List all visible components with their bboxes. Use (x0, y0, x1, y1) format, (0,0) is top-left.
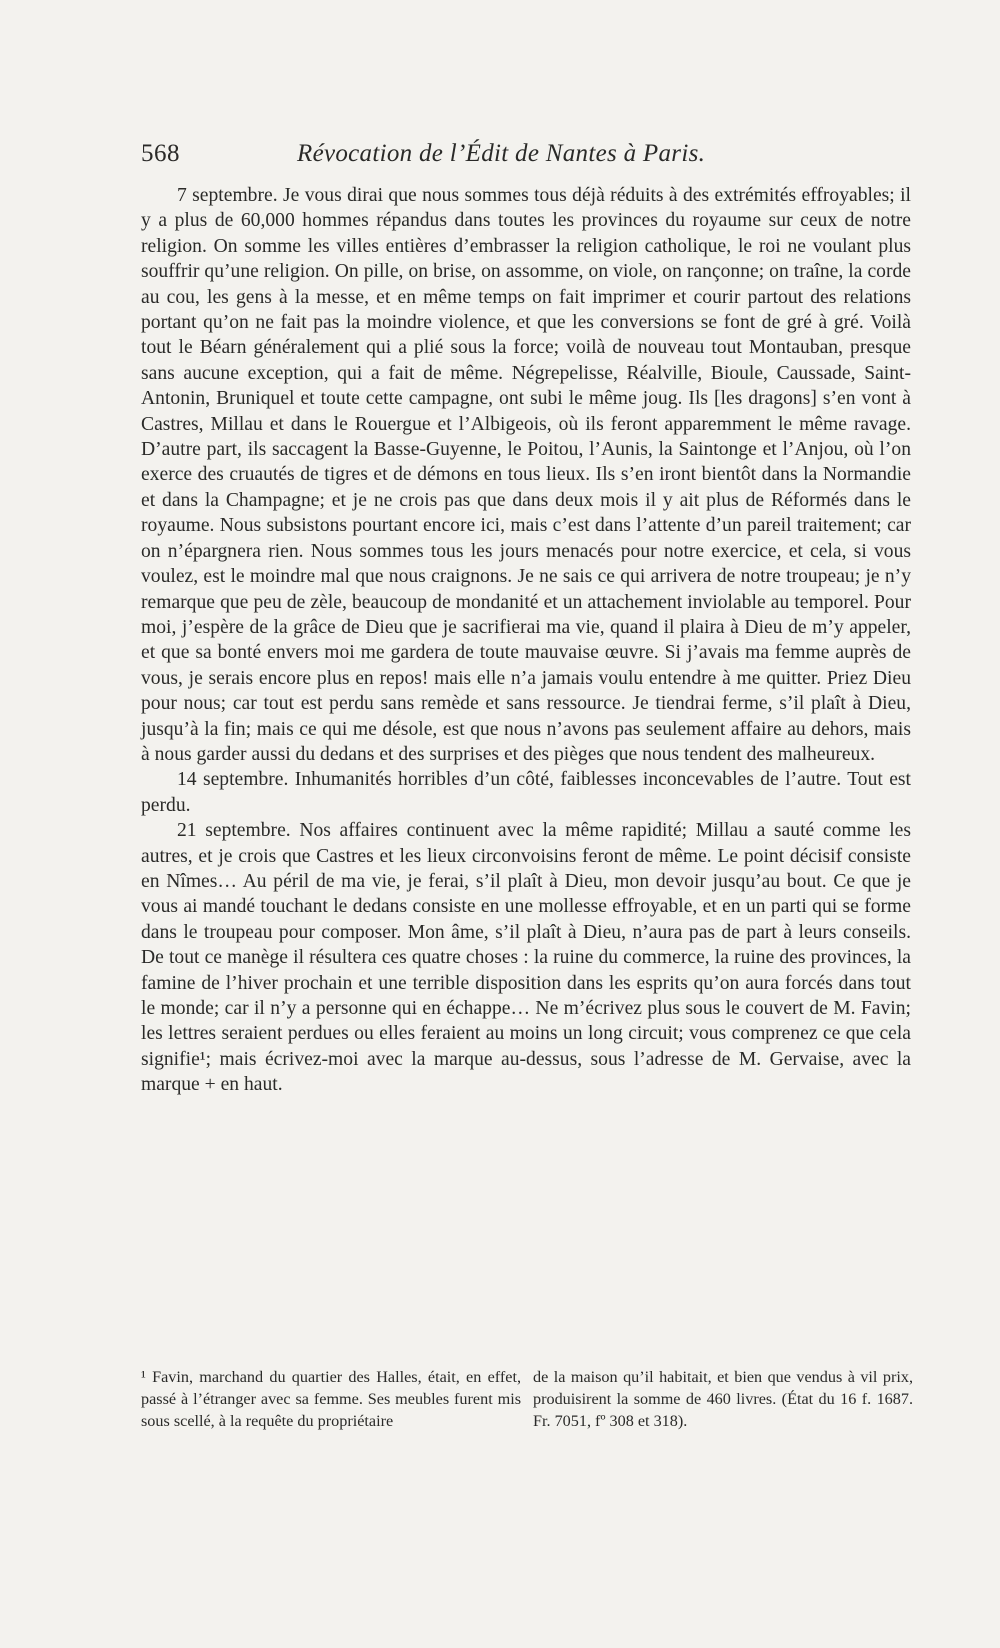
body-text (141, 183, 911, 1098)
footnote-left-column (141, 1366, 521, 1432)
paragraph-14-septembre: 14 septembre. Inhumanités horribles d’un côté, faiblesses inconcevables de l’autre. Tout est perdu. (141, 769, 911, 816)
page-number: 568 (141, 140, 180, 167)
paragraph-7-septembre: 7 septembre. Je vous dirai que nous sommes tous déjà réduits à des extrémités effroyables; il y a plus de 60,000 hommes répandus dans toutes les provinces du royaume sur ceux de notre religion. On somme les villes entières d’embrasser la religion catholique, le roi ne voulant plus souffrir qu’une religion. On pille, on brise, on assomme, on viole, on rançonne; on traîne, la corde au cou, les gens à la messe, et en même temps on fait imprimer et courir partout des relations portant qu’on ne fait pas la moindre violence, et que les conversions se font de gré à gré. Voilà tout le Béarn généralement qui a plié sous la force; voilà de nouveau tout Montauban, presque sans aucune exception, qui a fait de même. Négrepelisse, Réalville, Bioule, Caussade, Saint-Antonin, Bruniquel et toute cette campagne, ont subi le même joug. Ils [les dragons] s’en vont à Castres, Millau et dans le Rouergue et l’Albigeois, où ils feront apparemment le même ravage. D’autre part, ils saccagent la Basse-Guyenne, le Poitou, l’Aunis, la Saintonge et l’Anjou, où l’on exerce des cruautés de tigres et de démons en tous lieux. Ils s’en iront bientôt dans la Normandie et dans la Champagne; et je ne crois pas que dans deux mois il y ait plus de Réformés dans le royaume. Nous subsistons pourtant encore ici, mais c’est dans l’attente d’un pareil traitement; car on n’épargnera rien. Nous sommes tous les jours menacés pour notre exercice, et cela, si vous voulez, est le moindre mal que nous craignons. Je ne sais ce qui arrivera de notre troupeau; je n’y remarque que peu de zèle, beaucoup de mondanité et un attachement inviolable au temporel. Pour moi, j’espère de la grâce de Dieu que je sacrifierai ma vie, quand il plaira à Dieu de m’y appeler, et que sa bonté envers moi me gardera de toute mauvaise œuvre. Si j’avais ma femme auprès de vous, je serais encore plus en repos! mais elle n’a jamais voulu entendre à me quitter. Priez Dieu pour nous; car tout est perdu sans remède et sans ressource. Je tiendrai ferme, s’il plaît à Dieu, jusqu’à la fin; mais ce qui me désole, est que nous n’avons pas seulement affaire au dehors, mais à nous garder aussi du dedans et des surprises et des pièges que nous tendent des malheureux. (141, 185, 911, 765)
footnote-text-right: de la maison qu’il habitait, et bien que vendus à vil prix, produisirent la somme de 460 livres. (État du 16 f. 1687. Fr. 7051, fº 308 et 318). (533, 1368, 913, 1430)
page-header (141, 136, 871, 176)
paragraph-21-septembre: 21 septembre. Nos affaires continuent avec la même rapidité; Millau a sauté comme les autres, et je crois que Castres et les lieux circonvoisins feront de même. Le point décisif consiste en Nîmes… Au péril de ma vie, je ferai, s’il plaît à Dieu, mon devoir jusqu’au bout. Ce que je vous ai mandé touchant le dedans consiste en une mollesse effroyable, et en un parti qui se forme dans le troupeau pour composer. Mon âme, s’il plaît à Dieu, n’aura pas de part à leurs conseils. De tout ce manège il résultera ces quatre choses : la ruine du commerce, la ruine des provinces, la famine de l’hiver prochain et une terrible disposition dans les esprits qu’on aura forcés dans tout le monde; car il n’y a personne qui en échappe… Ne m’écrivez plus sous le couvert de M. Favin; les lettres seraient perdues ou elles feraient au moins un long circuit; vous comprenez ce que cela signifie¹; mais écrivez-moi avec la marque au-dessus, sous l’adresse de M. Gervaise, avec la marque + en haut. (141, 820, 911, 1096)
footnote-right-column (533, 1366, 913, 1432)
footnote-text-left: ¹ Favin, marchand du quartier des Halles, était, en effet, passé à l’étranger avec sa femme. Ses meubles furent mis sous scellé, à la requête du propriétaire (141, 1368, 521, 1430)
running-title: Révocation de l’Édit de Nantes à Paris. (297, 140, 706, 167)
footnotes (141, 1366, 913, 1432)
